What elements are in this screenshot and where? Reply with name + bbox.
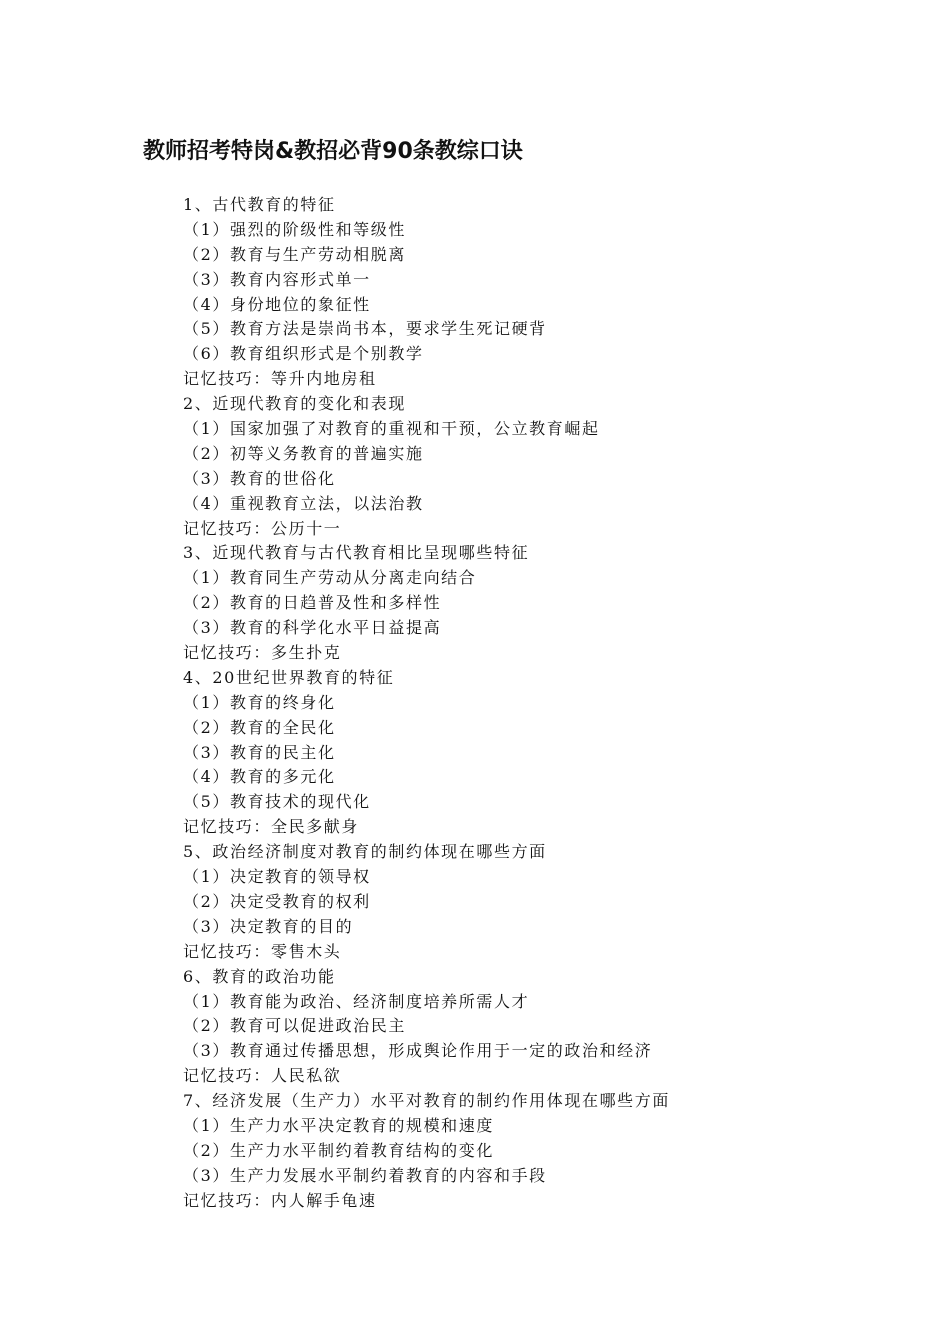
list-item: （3）决定教育的目的 [183, 916, 354, 936]
list-item: （2）生产力水平制约着教育结构的变化 [183, 1140, 494, 1160]
list-item: （3）教育的民主化 [183, 742, 336, 762]
memory-tip: 记忆技巧：公历十一 [183, 518, 342, 538]
memory-tip: 记忆技巧：人民私欲 [183, 1066, 342, 1086]
list-item: （2）初等义务教育的普遍实施 [183, 443, 424, 463]
list-item: （3）教育的科学化水平日益提高 [183, 618, 442, 638]
list-item: （3）教育通过传播思想，形成舆论作用于一定的政治和经济 [183, 1041, 653, 1061]
list-item: （6）教育组织形式是个别教学 [183, 344, 424, 364]
list-item: （3）教育的世俗化 [183, 468, 336, 488]
list-item: （2）决定受教育的权利 [183, 891, 371, 911]
list-item: （5）教育技术的现代化 [183, 792, 371, 812]
list-item: （2）教育与生产劳动相脱离 [183, 244, 406, 264]
section-heading: 1、古代教育的特征 [183, 195, 336, 214]
list-item: （3）生产力发展水平制约着教育的内容和手段 [183, 1165, 547, 1185]
list-item: （1）国家加强了对教育的重视和干预，公立教育崛起 [183, 419, 600, 439]
memory-tip: 记忆技巧：多生扑克 [183, 643, 342, 663]
list-item: （1）教育的终身化 [183, 692, 336, 712]
list-item: （1）教育能为政治、经济制度培养所需人才 [183, 991, 530, 1011]
list-item: （3）教育内容形式单一 [183, 269, 371, 289]
section-heading: 3、近现代教育与古代教育相比呈现哪些特征 [183, 543, 530, 563]
section-heading: 7、经济发展（生产力）水平对教育的制约作用体现在哪些方面 [183, 1091, 670, 1111]
list-item: （5）教育方法是崇尚书本，要求学生死记硬背 [183, 319, 547, 339]
section-heading: 5、政治经济制度对教育的制约体现在哪些方面 [183, 842, 547, 862]
list-item: （1）教育同生产劳动从分离走向结合 [183, 568, 477, 588]
memory-tip: 记忆技巧：全民多献身 [183, 817, 360, 837]
list-item: （2）教育的日趋普及性和多样性 [183, 593, 442, 613]
memory-tip: 记忆技巧：内人解手龟速 [183, 1190, 377, 1210]
list-item: （4）身份地位的象征性 [183, 294, 371, 314]
memory-tip: 记忆技巧：零售木头 [183, 941, 342, 961]
section-heading: 6、教育的政治功能 [183, 966, 336, 986]
list-item: （1）生产力水平决定教育的规模和速度 [183, 1115, 494, 1135]
section-heading: 2、近现代教育的变化和表现 [183, 394, 406, 414]
list-item: （4）教育的多元化 [183, 767, 336, 787]
list-item: （4）重视教育立法，以法治教 [183, 493, 424, 513]
list-item: （1）决定教育的领导权 [183, 867, 371, 887]
list-item: （1）强烈的阶级性和等级性 [183, 219, 406, 239]
list-item: （2）教育的全民化 [183, 717, 336, 737]
memory-tip: 记忆技巧：等升内地房租 [183, 369, 377, 389]
page-title: 教师招考特岗&教招必背90条教综口诀 [143, 139, 523, 164]
list-item: （2）教育可以促进政治民主 [183, 1016, 406, 1036]
section-heading: 4、20世纪世界教育的特征 [183, 667, 395, 687]
document-body [183, 193, 670, 1214]
